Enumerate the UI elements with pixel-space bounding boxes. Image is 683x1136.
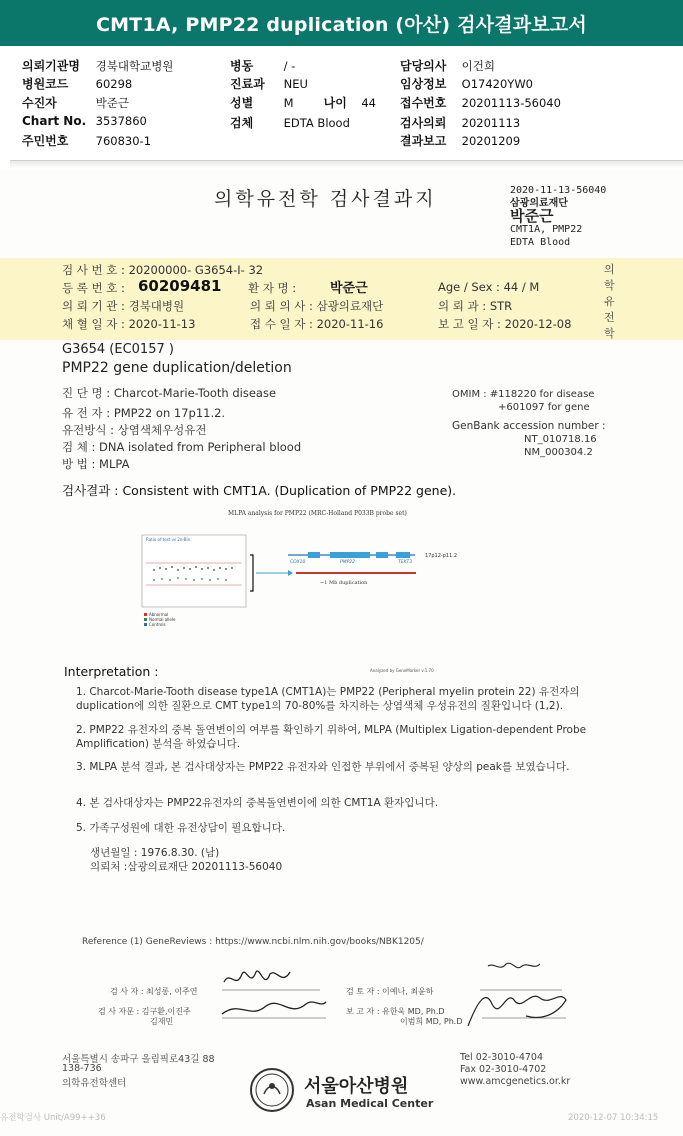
legend-normal: Normal allele <box>149 617 176 622</box>
tel: Tel 02-3010-4704 <box>460 1052 543 1063</box>
watermark-left: 유전학검사 Unit/A99++36 <box>0 1113 106 1123</box>
genbank-nm: NM_000304.2 <box>524 447 593 458</box>
advisor: 검 사 자문 : 김구환,이진주 <box>98 1007 191 1016</box>
value: 경북대학교병원 <box>95 59 174 73</box>
reference: Reference (1) GeneReviews : https://www.ncbi.nlm.nih.gov/books/NBK1205/ <box>82 937 424 947</box>
value: 760830-1 <box>95 134 152 148</box>
test-name: PMP22 gene duplication/deletion <box>62 360 292 376</box>
divider <box>10 160 683 168</box>
figure-title: MLPA analysis for PMP22 (MRC-Holland P033B probe set) <box>228 510 407 517</box>
test-code: G3654 (EC0157 ) <box>62 342 174 357</box>
value: EDTA Blood <box>283 116 350 130</box>
requesting-dept: 의 뢰 과 : STR <box>438 299 513 313</box>
reporter: 보 고 자 : 유한욱 MD, Ph.D <box>346 1007 445 1016</box>
report-date: 보 고 일 자 : 2020-12-08 <box>438 317 572 331</box>
gene-pmp22: PMP22 <box>340 560 356 565</box>
value: 20201113-56040 <box>461 96 561 110</box>
reporter-2: 이범희 MD, Ph.D <box>400 1017 463 1026</box>
label: Chart No. <box>22 114 87 128</box>
plot-title: Ratio of test vs 2n-Bin <box>146 537 191 542</box>
value: 60298 <box>95 77 133 91</box>
label: 수진자 <box>22 96 57 110</box>
signatures <box>210 960 590 1040</box>
legend-controls: Controls <box>149 622 166 627</box>
stamp-line: 2020-11-13-56040 <box>510 185 607 196</box>
label: 접수번호 <box>400 96 447 110</box>
pmp22-block <box>330 552 370 558</box>
doc-title: 의학유전학 검사결과지 <box>214 188 437 210</box>
label: 성별 <box>230 96 254 110</box>
label: 임상정보 <box>400 77 447 91</box>
ratio-plot-frame <box>142 535 246 607</box>
value: M <box>283 96 294 110</box>
value: 20201113 <box>461 116 521 130</box>
locus-label: 17p12-p11.2 <box>425 553 458 559</box>
reg-number: 60209481 <box>138 277 222 295</box>
gene-tekt3: TEKT3 <box>398 560 413 565</box>
value: / - <box>283 59 296 73</box>
fax: Fax 02-3010-4702 <box>460 1064 547 1075</box>
birth-date: 생년월일 : 1976.8.30. (남) <box>90 847 220 859</box>
value: 20201209 <box>461 134 521 148</box>
omim-disease: OMIM : #118220 for disease <box>452 389 595 400</box>
label: 의뢰기관명 <box>22 59 80 73</box>
label: 검사의뢰 <box>400 116 447 130</box>
value: O17420YW0 <box>461 77 534 91</box>
stamp-name: 박준근 <box>510 207 554 225</box>
label: 담당의사 <box>400 59 447 73</box>
label: 주민번호 <box>22 134 69 148</box>
address-2: 138-736 <box>62 1063 102 1074</box>
specimen: 검 체 : DNA isolated from Peripheral blood <box>62 440 302 454</box>
test-number: 검 사 번 호 : 20200000- G3654-I- 32 <box>62 263 264 277</box>
side-label: 의학유전학 <box>604 263 615 340</box>
value: 44 <box>361 96 376 110</box>
report-title: CMT1A, PMP22 duplication (아산) 검사결과보고서 <box>0 0 683 46</box>
interp-5: 5. 가족구성원에 대한 유전상담이 필요합니다. <box>76 822 286 834</box>
interp-4: 4. 본 검사대상자는 PMP22유전자의 중복돌연변이에 의한 CMT1A 환자입니다. <box>76 797 439 809</box>
gene-cox10: COX10 <box>290 560 306 565</box>
mlpa-figure <box>140 525 480 675</box>
address-3: 의학유전학센터 <box>62 1078 127 1089</box>
reviewer: 검 토 자 : 이예나, 최윤하 <box>346 987 434 996</box>
bracket <box>250 555 253 591</box>
label: 병원코드 <box>22 77 69 91</box>
receipt-date: 접 수 일 자 : 2020-11-16 <box>250 317 384 331</box>
age-sex: Age / Sex : 44 / M <box>438 280 540 294</box>
exon-block <box>308 552 320 558</box>
genbank-label: GenBank accession number : <box>452 420 606 432</box>
hospital-logo-icon <box>250 1068 294 1112</box>
value: 박준근 <box>95 96 129 110</box>
label: 진료과 <box>230 77 265 91</box>
reg-label: 등 록 번 호 : <box>62 281 125 295</box>
interp-2: 2. PMP22 유전자의 중복 돌연변이의 여부를 확인하기 위하여, MLPA (Multiplex Ligation-dependent Probe Amplification) 분석을 하였습니다. <box>76 724 587 750</box>
value: 이건희 <box>461 59 495 73</box>
inheritance: 유전방식 : 상염색체우성유전 <box>62 423 207 437</box>
interp-3: 3. MLPA 분석 결과, 본 검사대상자는 PMP22 유전자와 인접한 부위에서 중복된 양상의 peak를 보였습니다. <box>76 761 570 773</box>
label: 병동 <box>230 59 254 73</box>
label: 결과보고 <box>400 134 447 148</box>
requesting-doctor: 의 뢰 의 사 : 삼광의료재단 <box>250 299 384 313</box>
interpretation-heading: Interpretation : <box>64 664 159 679</box>
diagnosis: 진 단 명 : Charcot-Marie-Tooth disease <box>62 386 277 400</box>
stamp-line: CMT1A, PMP22 <box>510 224 583 235</box>
label: 검체 <box>230 116 254 130</box>
duplication-label: ~1 Mb duplication <box>320 580 368 586</box>
stamp-line: 삼광의료재단 <box>510 198 568 209</box>
value: NEU <box>283 77 308 91</box>
scanned-report <box>0 170 683 1136</box>
exon-block <box>396 552 410 558</box>
website: www.amcgenetics.or.kr <box>460 1076 571 1087</box>
client: 의 뢰 기 관 : 경북대병원 <box>62 299 185 313</box>
patient-label: 환 자 명 : <box>248 281 297 295</box>
figure-credit: Analyzed by GeneMarker v.1.70 <box>370 668 434 673</box>
omim-gene: +601097 for gene <box>498 402 590 413</box>
interp-1: 1. Charcot-Marie-Tooth disease type1A (CMT1A)는 PMP22 (Peripheral myelin protein 22) 유전자의 duplication에 의한 질환으로 CMT type1의 70-80%를 차지하는 상염색체 우성유전의 질환입니다 (1,2). <box>76 686 580 712</box>
tester: 검 사 자 : 최성롱, 이주연 <box>110 987 198 996</box>
hospital-name-ko: 서울아산병원 <box>304 1076 409 1097</box>
label: 나이 <box>323 96 347 110</box>
advisor-2: 김재민 <box>150 1017 174 1026</box>
stamp-line: EDTA Blood <box>510 237 571 248</box>
legend-abnormal: Abnormal <box>149 612 169 617</box>
patient-name: 박준근 <box>330 281 368 296</box>
method: 방 법 : MLPA <box>62 457 130 471</box>
watermark-right: 2020-12-07 10:34:15 <box>568 1113 659 1123</box>
client-ref: 의뢰처 :삼광의료재단 20201113-56040 <box>90 861 283 873</box>
collection-date: 채 혈 일 자 : 2020-11-13 <box>62 317 196 331</box>
test-result: 검사결과 : Consistent with CMT1A. (Duplication of PMP22 gene). <box>62 483 457 498</box>
genbank-nt: NT_010718.16 <box>524 434 597 445</box>
specimen-stamp <box>510 184 606 249</box>
value: 3537860 <box>95 114 147 128</box>
gene: 유 전 자 : PMP22 on 17p11.2. <box>62 406 226 420</box>
hospital-name-en: Asan Medical Center <box>306 1097 434 1110</box>
exon-block <box>376 552 388 558</box>
address-1: 서울특별시 송파구 올림픽로43길 88 <box>62 1054 215 1065</box>
